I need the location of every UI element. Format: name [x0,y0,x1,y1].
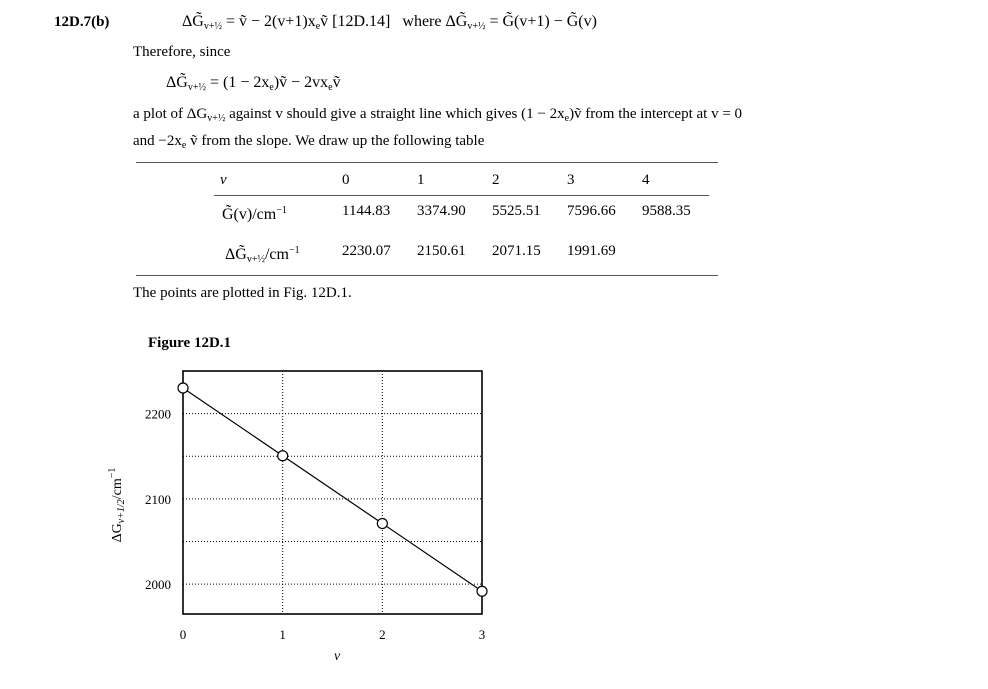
eq1-lhs-sub: v+½ [203,21,222,32]
data-point-2 [377,518,387,528]
fit-line-group [183,388,482,591]
para2-a: and −2x [133,133,182,149]
table-row2-v2: 2071.15 [492,243,541,259]
y-tick-label-1: 2100 [145,491,171,507]
table-header-label: v [220,172,227,188]
para1-c: )ṽ from the intercept at v = 0 [569,106,743,122]
para1-a: a plot of ΔG [133,106,208,122]
y-tick-labels [145,407,171,593]
points-text: The points are plotted in Fig. 12D.1. [133,285,352,301]
eq1-rhs-sub: e [315,21,321,32]
x-tick-label-0: 0 [179,627,187,642]
eq2-sub: v+½ [187,82,206,93]
table-header-v1: 1 [417,172,425,188]
data-point-0 [178,383,188,393]
table-row1-v4: 9588.35 [642,203,691,219]
table-row2-v0: 2230.07 [342,243,391,259]
fit-line [183,388,482,591]
para1-b: against v should give a straight line which gives (1 − 2x [229,106,565,122]
problem-label: 12D.7(b) [54,14,110,30]
para2-sub: e [181,140,187,151]
table-row1-v3: 7596.66 [567,203,616,219]
table-row2-v3: 1991.69 [567,243,616,259]
y-tick-label-2: 2200 [145,406,171,422]
para1-sub: v+½ [207,113,226,124]
row2-label-sub: v+½ [246,254,265,265]
data-point-3 [477,586,487,596]
table-header-v3: 3 [567,172,575,188]
y-tick-label-0: 2000 [145,577,171,593]
table-row2-v1: 2150.61 [417,243,466,259]
eq1-def-sub: v+½ [467,21,486,32]
table-row1-v2: 5525.51 [492,203,541,219]
row2-label-sup: −1 [288,245,300,256]
y-axis-label [107,450,127,560]
eq1-def-rhs: = G̃(v+1) − G̃(v) [489,13,597,30]
table-header-v0: 0 [342,172,350,188]
eq2-rhs-sub1: e [269,82,274,93]
eq2-rhs-c: ṽ [332,74,341,91]
eq1-def-lhs: ΔG̃ [445,13,468,30]
eq1-rhs: = ṽ − 2(v+1)x [225,13,316,30]
x-tick-labels [180,627,486,642]
para2-b: ṽ from the slope. We draw up the following table [190,133,485,149]
row2-label-unit: /cm [264,246,289,263]
eq1-lhs: ΔG̃ [182,13,204,30]
table-header-v4: 4 [642,172,650,188]
eq2-rhs-a: = (1 − 2x [209,74,270,91]
table-row1-v0: 1144.83 [342,203,391,219]
eq2-lhs: ΔG̃ [166,74,188,91]
para1-sub2: e [564,113,570,124]
figure-title: Figure 12D.1 [148,335,232,351]
ylabel-sup: −1 [107,467,118,479]
row1-label-text: G̃(v)/cm [222,206,277,223]
x-tick-label-3: 3 [478,627,486,642]
data-point-1 [278,451,288,461]
table-header-v2: 2 [492,172,500,188]
row2-label-text: ΔG̃ [225,246,247,263]
ylabel-text: ΔG [110,523,125,543]
eq1-where: where [402,13,442,30]
x-tick-label-2: 2 [379,627,386,642]
eq2-rhs-b: )ṽ − 2vx [273,74,329,91]
ylabel-unit: /cm [110,478,125,500]
plot-frame [183,371,482,614]
x-tick-label-1: 1 [279,627,286,642]
eq2-rhs-sub2: e [328,82,333,93]
eq1-rhs-tail: ṽ [12D.14] [320,13,391,30]
x-axis-label: v [334,649,341,664]
table-row1-v1: 3374.90 [417,203,466,219]
grid-lines [183,371,482,614]
row1-label-sup: −1 [276,205,287,216]
therefore-text: Therefore, since [133,44,231,60]
ylabel-sub: v+1/2 [116,499,127,524]
